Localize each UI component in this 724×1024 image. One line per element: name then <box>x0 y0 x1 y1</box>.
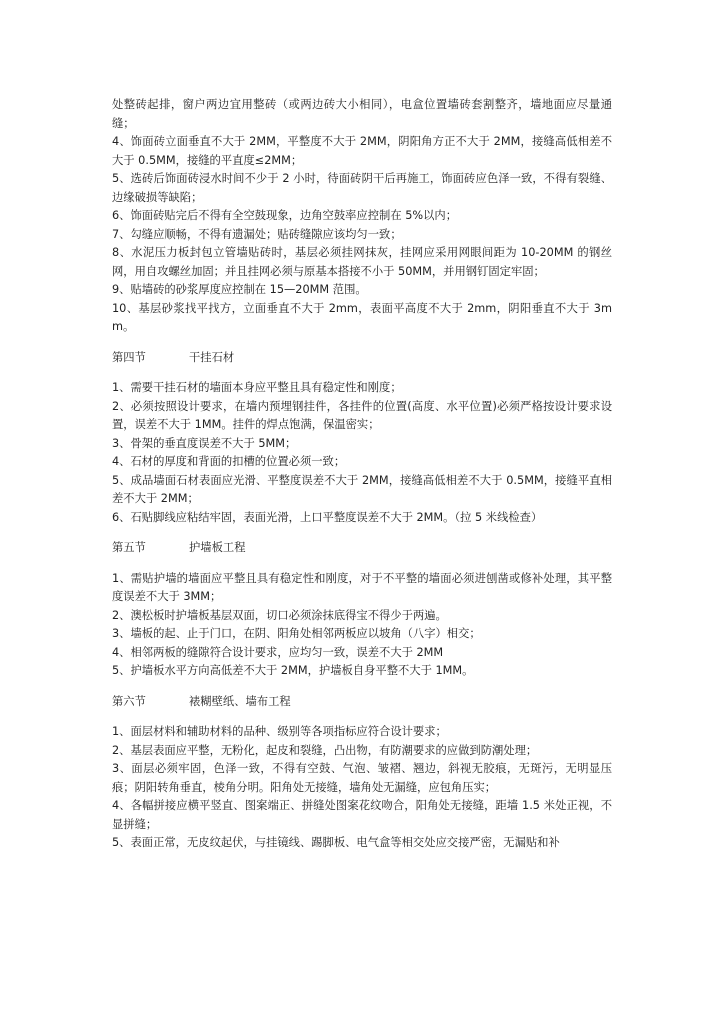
section-heading <box>112 349 612 368</box>
paragraph: 1、面层材料和辅助材料的品种、级别等各项指标应符合设计要求； <box>112 725 447 738</box>
paragraph: 1、需贴护墙的墙面应平整且具有稳定性和刚度，对于不平整的墙面必须进刨凿或修补处理，其平整度误差不大于 3MM； <box>112 571 612 603</box>
section-number: 第五节 <box>112 541 146 554</box>
paragraph: 5、表面正常，无皮纹起伏，与挂镜线、踢脚板、电气盒等相交处应交接严密，无漏贴和补 <box>112 836 560 849</box>
section-heading <box>112 693 612 712</box>
section-title: 干挂石材 <box>189 350 235 364</box>
paragraph: 2、基层表面应平整，无粉化，起皮和裂缝，凸出物，有防潮要求的应做到防潮处理； <box>112 743 538 757</box>
paragraph: 2、必须按照设计要求，在墙内预埋钢挂件，各挂件的位置(高度、水平位置)必须严格按设计要求设置，误差不大于 1MM。挂件的焊点饱满，保温密实； <box>112 399 612 431</box>
paragraph: 5、成品墙面石材表面应光滑、平整度误差不大于 2MM，接缝高低相差不大于 0.5MM，接缝平直相差不大于 2MM； <box>112 473 612 505</box>
paragraph: 8、水泥压力板封包立管墙贴砖时，基层必须挂网抹灰，挂网应采用网眼间距为 10-20MM 的钢丝网，用自攻螺丝加固；并且挂网必须与原基本搭接不小于 50MM，并用钢钉固定牢固； <box>112 246 612 278</box>
paragraph: 4、相邻两板的缝隙符合设计要求，应均匀一致，误差不大于 2MM <box>112 645 444 659</box>
section-number: 第四节 <box>112 350 146 364</box>
paragraph: 5、护墙板水平方向高低差不大于 2MM，护墙板自身平整不大于 1MM。 <box>112 664 474 677</box>
section-5 <box>112 539 612 681</box>
document-page <box>112 96 612 853</box>
paragraph: 2、澳松板时护墙板基层双面，切口必须涂抹底得宝不得少于两遍。 <box>112 608 447 622</box>
section-title: 裱糊壁纸、墙布工程 <box>189 694 291 708</box>
paragraph: 6、饰面砖贴完后不得有全空鼓现象，边角空鼓率应控制在 5%以内； <box>112 209 458 222</box>
section-4 <box>112 349 612 528</box>
paragraph: 4、石材的厚度和背面的扣槽的位置必须一致； <box>112 455 346 468</box>
paragraph: 3、面层必须牢固，色泽一致，不得有空鼓、气泡、皱褶、翘边，斜视无胶痕，无斑污，无明显压痕；阴阳转角垂直，棱角分明。阳角处无接缝，墙角处无漏缝，应包角压实； <box>112 762 612 794</box>
section-6 <box>112 693 612 853</box>
section-heading <box>112 539 612 558</box>
paragraph: 4、各幅拼接应横平竖直、图案端正、拼缝处图案花纹吻合，阳角处无接缝，距墙 1.5 米处正视，不显拼缝； <box>112 799 612 831</box>
paragraph: 处整砖起排，窗户两边宜用整砖（或两边砖大小相同），电盒位置墙砖套割整齐，墙地面应尽量通缝； <box>112 98 612 130</box>
paragraph: 1、需要干挂石材的墙面本身应平整且具有稳定性和刚度； <box>112 381 402 394</box>
paragraph: 7、勾缝应顺畅，不得有遗漏处；贴砖缝隙应该均匀一致； <box>112 227 402 241</box>
section-number: 第六节 <box>112 694 146 708</box>
paragraph: 3、骨架的垂直度误差不大于 5MM； <box>112 436 297 450</box>
paragraph: 9、贴墙砖的砂浆厚度应控制在 15—20MM 范围。 <box>112 283 367 296</box>
paragraph: 10、基层砂浆找平找方，立面垂直不大于 2mm，表面平高度不大于 2mm，阴阳垂直不大于 3mm。 <box>112 301 612 333</box>
section-title: 护墙板工程 <box>189 541 246 554</box>
paragraph: 3、墙板的起、止于门口，在阴、阳角处相邻两板应以坡角（八字）相交； <box>112 627 481 640</box>
paragraph: 4、饰面砖立面垂直不大于 2MM，平整度不大于 2MM，阴阳角方正不大于 2MM，接缝高低相差不大于 0.5MM，接缝的平直度≤2MM； <box>112 135 612 167</box>
paragraph: 5、选砖后饰面砖浸水时间不少于 2 小时，待面砖阴干后再施工，饰面砖应色泽一致，不得有裂缝、边缘破损等缺陷； <box>112 172 612 204</box>
section-3-continued <box>112 96 612 337</box>
paragraph: 6、石贴脚线应粘结牢固，表面光滑，上口平整度误差不大于 2MM。（拉 5 米线检查） <box>112 510 543 524</box>
